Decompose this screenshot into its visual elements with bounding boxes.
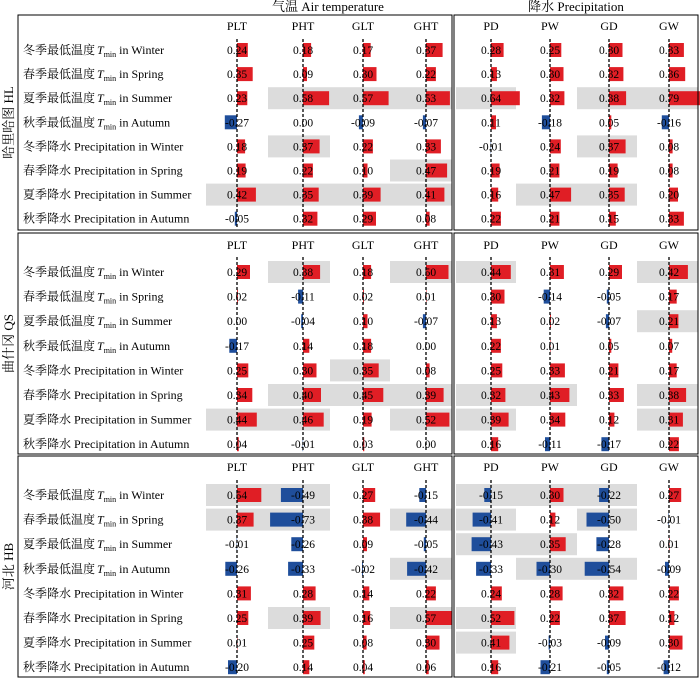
correlation-value: 0.22 bbox=[658, 439, 680, 452]
correlation-value: 0.21 bbox=[539, 165, 561, 178]
correlation-value: -0.05 bbox=[414, 539, 438, 552]
correlation-value: 0.33 bbox=[658, 45, 680, 57]
correlation-value: 0.02 bbox=[539, 316, 561, 329]
correlation-value: 0.30 bbox=[539, 69, 561, 82]
correlation-value: 0.16 bbox=[480, 189, 502, 202]
row-label: 春季降水 Precipitation in Spring bbox=[23, 163, 183, 178]
correlation-value: 0.05 bbox=[598, 117, 620, 130]
correlation-value: 0.12 bbox=[598, 414, 620, 427]
correlation-value: 0.21 bbox=[658, 316, 680, 329]
correlation-value: 0.08 bbox=[658, 165, 680, 178]
column-header: PHT bbox=[291, 238, 315, 252]
correlation-value: 0.17 bbox=[352, 45, 374, 57]
column-header: GLT bbox=[351, 460, 375, 474]
correlation-value: 0.31 bbox=[539, 267, 561, 279]
correlation-value: 0.39 bbox=[415, 390, 437, 402]
row-label: 夏季降水 Precipitation in Summer bbox=[23, 635, 192, 650]
group-label: 曲什冈 QS bbox=[0, 314, 16, 373]
correlation-value: 0.16 bbox=[480, 439, 502, 452]
correlation-value: 0.00 bbox=[292, 117, 314, 130]
correlation-value: 0.04 bbox=[226, 439, 248, 452]
correlation-value: 0.14 bbox=[292, 340, 314, 353]
correlation-value: 0.25 bbox=[226, 365, 248, 378]
correlation-value: 0.03 bbox=[352, 439, 374, 452]
correlation-value: -0.07 bbox=[414, 117, 438, 130]
correlation-value: 0.08 bbox=[415, 365, 437, 378]
correlation-value: -0.30 bbox=[538, 563, 562, 576]
correlation-value: 0.15 bbox=[598, 213, 620, 226]
correlation-value: 0.29 bbox=[352, 213, 374, 226]
correlation-value: -0.54 bbox=[597, 563, 621, 576]
correlation-value: 0.31 bbox=[226, 588, 248, 601]
row-label: 春季降水 Precipitation in Spring bbox=[23, 611, 183, 625]
correlation-value: 0.30 bbox=[415, 637, 437, 650]
correlation-value: 0.21 bbox=[539, 213, 561, 226]
row-label: 春季最低温度 $T_{min}$ in Spring bbox=[23, 289, 164, 306]
correlation-value: 0.32 bbox=[598, 69, 620, 82]
row-label: 夏季最低温度 $T_{min}$ in Summer bbox=[23, 537, 173, 554]
correlation-value: -0.17 bbox=[225, 340, 249, 353]
correlation-value: 0.42 bbox=[658, 267, 680, 279]
correlation-value: -0.07 bbox=[414, 316, 438, 329]
correlation-value: -0.22 bbox=[597, 490, 621, 502]
correlation-value: 0.57 bbox=[352, 93, 374, 106]
correlation-value: 0.12 bbox=[539, 514, 561, 527]
correlation-value: -0.14 bbox=[538, 291, 562, 304]
correlation-value: 0.25 bbox=[539, 45, 561, 57]
correlation-value: -0.26 bbox=[291, 539, 315, 552]
correlation-value: 0.47 bbox=[539, 189, 561, 202]
correlation-value: 0.29 bbox=[226, 267, 248, 279]
correlation-value: 0.38 bbox=[658, 390, 680, 402]
correlation-value: 0.41 bbox=[415, 189, 437, 202]
correlation-value: 0.38 bbox=[352, 514, 374, 527]
correlation-value: 0.19 bbox=[352, 414, 374, 427]
row-label: 夏季降水 Precipitation in Summer bbox=[23, 412, 192, 427]
correlation-value: 0.13 bbox=[480, 69, 502, 82]
row-label: 春季最低温度 $T_{min}$ in Spring bbox=[23, 512, 164, 529]
correlation-value: -0.01 bbox=[225, 539, 249, 552]
correlation-value: -0.09 bbox=[597, 637, 621, 650]
correlation-value: 0.18 bbox=[352, 340, 374, 353]
correlation-value: 0.22 bbox=[352, 141, 374, 154]
correlation-value: 0.35 bbox=[226, 69, 248, 82]
row-label: 冬季降水 Precipitation in Winter bbox=[23, 139, 184, 154]
correlation-value: 0.53 bbox=[415, 93, 437, 106]
row-label: 秋季最低温度 $T_{min}$ in Autumn bbox=[23, 561, 171, 578]
correlation-value: 0.04 bbox=[352, 662, 374, 675]
correlation-value: -0.27 bbox=[225, 117, 249, 130]
correlation-value: 0.52 bbox=[480, 613, 502, 625]
correlation-value: 0.08 bbox=[415, 213, 437, 226]
column-header: PD bbox=[483, 460, 499, 474]
correlation-value: 0.46 bbox=[292, 414, 314, 427]
correlation-value: 0.00 bbox=[226, 316, 248, 329]
correlation-value: 0.29 bbox=[598, 267, 620, 279]
correlation-value: 0.31 bbox=[658, 414, 680, 427]
correlation-value: 0.24 bbox=[539, 141, 561, 154]
correlation-value: 0.24 bbox=[226, 45, 248, 57]
correlation-value: 0.01 bbox=[539, 340, 561, 353]
correlation-value: 0.08 bbox=[352, 637, 374, 650]
correlation-value: 0.41 bbox=[480, 637, 502, 650]
correlation-value: 0.44 bbox=[480, 267, 502, 279]
correlation-value: 0.40 bbox=[292, 390, 314, 402]
correlation-value: -0.15 bbox=[479, 490, 503, 502]
correlation-value: 0.22 bbox=[415, 588, 437, 601]
correlation-value: 0.32 bbox=[480, 390, 502, 402]
correlation-value: 0.16 bbox=[352, 613, 374, 625]
correlation-value: 0.22 bbox=[480, 213, 502, 226]
column-header: GW bbox=[659, 460, 679, 474]
correlation-value: 0.58 bbox=[292, 93, 314, 106]
correlation-value: 0.19 bbox=[598, 165, 620, 178]
row-label: 春季降水 Precipitation in Spring bbox=[23, 388, 183, 402]
correlation-value: 0.22 bbox=[539, 613, 561, 625]
correlation-value: 0.28 bbox=[480, 45, 502, 57]
correlation-value: 0.64 bbox=[480, 93, 502, 106]
column-header: GW bbox=[659, 238, 679, 252]
correlation-value: 0.10 bbox=[352, 316, 374, 329]
correlation-value: 0.27 bbox=[352, 490, 374, 502]
column-header: PD bbox=[483, 19, 499, 33]
correlation-value: -0.20 bbox=[225, 662, 249, 675]
correlation-value: 0.22 bbox=[658, 588, 680, 601]
row-label: 夏季降水 Precipitation in Summer bbox=[23, 187, 192, 202]
correlation-value: -0.21 bbox=[538, 662, 562, 675]
correlation-value: 0.17 bbox=[658, 365, 680, 378]
correlation-value: 0.54 bbox=[226, 490, 248, 502]
correlation-value: 0.37 bbox=[292, 141, 314, 154]
column-header: GHT bbox=[413, 19, 439, 33]
correlation-value: -0.33 bbox=[291, 563, 315, 576]
row-label: 春季最低温度 $T_{min}$ in Spring bbox=[23, 67, 164, 84]
correlation-value: -0.43 bbox=[479, 539, 503, 552]
correlation-value: 0.79 bbox=[658, 93, 680, 106]
correlation-value: 0.32 bbox=[292, 213, 314, 226]
correlation-value: 0.33 bbox=[598, 390, 620, 402]
correlation-value: 0.35 bbox=[539, 539, 561, 552]
correlation-value: 0.44 bbox=[226, 414, 248, 427]
column-header: PLT bbox=[226, 460, 248, 474]
correlation-value: 0.30 bbox=[352, 69, 374, 82]
correlation-value: 0.37 bbox=[598, 613, 620, 625]
title-air-temperature: 气温 Air temperature bbox=[272, 0, 384, 14]
correlation-value: 0.50 bbox=[415, 267, 437, 279]
correlation-value: 0.39 bbox=[480, 414, 502, 427]
correlation-value: 0.06 bbox=[415, 662, 437, 675]
correlation-value: -0.16 bbox=[657, 117, 681, 130]
correlation-value: 0.36 bbox=[658, 69, 680, 82]
correlation-value: 0.30 bbox=[658, 637, 680, 650]
correlation-value: -0.05 bbox=[597, 662, 621, 675]
correlation-value: 0.42 bbox=[226, 189, 248, 202]
correlation-value: 0.33 bbox=[539, 365, 561, 378]
correlation-value: 0.18 bbox=[226, 141, 248, 154]
correlation-value: 0.22 bbox=[480, 340, 502, 353]
correlation-value: 0.10 bbox=[352, 165, 374, 178]
column-header: GD bbox=[600, 460, 618, 474]
correlation-value: -0.03 bbox=[538, 637, 562, 650]
row-label: 冬季降水 Precipitation in Winter bbox=[23, 586, 184, 601]
correlation-value: 0.20 bbox=[658, 189, 680, 202]
row-label: 秋季降水 Precipitation in Autumn bbox=[23, 437, 190, 452]
correlation-value: 0.37 bbox=[598, 141, 620, 154]
correlation-value: -0.33 bbox=[479, 563, 503, 576]
correlation-value: -0.17 bbox=[597, 439, 621, 452]
correlation-value: 0.18 bbox=[352, 267, 374, 279]
correlation-value: 0.37 bbox=[226, 514, 248, 527]
correlation-value: -0.28 bbox=[597, 539, 621, 552]
correlation-value: -0.49 bbox=[291, 490, 315, 502]
correlation-value: 0.28 bbox=[539, 588, 561, 601]
column-header: PLT bbox=[226, 19, 248, 33]
correlation-value: -0.09 bbox=[351, 117, 375, 130]
column-header: PD bbox=[483, 238, 499, 252]
correlation-value: -0.12 bbox=[657, 662, 681, 675]
row-label: 冬季最低温度 $T_{min}$ in Winter bbox=[23, 43, 165, 59]
correlation-value: 0.35 bbox=[352, 365, 374, 378]
correlation-value: 0.35 bbox=[292, 189, 314, 202]
correlation-value: -0.05 bbox=[225, 213, 249, 226]
column-header: GLT bbox=[351, 19, 375, 33]
correlation-value: -0.04 bbox=[291, 316, 315, 329]
correlation-value: 0.35 bbox=[598, 189, 620, 202]
correlation-value: 0.30 bbox=[598, 45, 620, 57]
correlation-value: 0.00 bbox=[415, 439, 437, 452]
correlation-value: 0.34 bbox=[539, 414, 561, 427]
correlation-value: 0.11 bbox=[481, 117, 501, 130]
correlation-value: -0.44 bbox=[414, 514, 438, 527]
column-header: PW bbox=[541, 238, 559, 252]
correlation-value: 0.19 bbox=[226, 165, 248, 178]
correlation-value: 0.47 bbox=[415, 165, 437, 178]
correlation-value: -0.01 bbox=[291, 439, 315, 452]
correlation-value: -0.42 bbox=[414, 563, 438, 576]
column-header: PHT bbox=[291, 460, 315, 474]
column-header: GD bbox=[600, 19, 618, 33]
correlation-value: 0.30 bbox=[292, 365, 314, 378]
correlation-value: -0.02 bbox=[351, 563, 375, 576]
correlation-value: 0.08 bbox=[658, 141, 680, 154]
row-label: 冬季最低温度 $T_{min}$ in Winter bbox=[23, 265, 165, 281]
correlation-value: 0.23 bbox=[226, 93, 248, 106]
column-header: GLT bbox=[351, 238, 375, 252]
group-label: 哈里哈图 HL bbox=[0, 86, 16, 159]
correlation-value: -0.15 bbox=[414, 490, 438, 502]
correlation-value: -0.18 bbox=[538, 117, 562, 130]
correlation-value: 0.30 bbox=[539, 490, 561, 502]
row-label: 秋季最低温度 $T_{min}$ in Autumn bbox=[23, 338, 171, 355]
correlation-value: 0.13 bbox=[480, 316, 502, 329]
correlation-value: 0.07 bbox=[658, 340, 680, 353]
correlation-value: 0.57 bbox=[415, 613, 437, 625]
correlation-value: 0.24 bbox=[480, 588, 502, 601]
column-header: PHT bbox=[291, 19, 315, 33]
correlation-value: 0.02 bbox=[226, 291, 248, 304]
correlation-value: -0.01 bbox=[657, 514, 681, 527]
correlation-value: 0.52 bbox=[415, 414, 437, 427]
title-precipitation: 降水 Precipitation bbox=[528, 0, 624, 14]
column-header: PLT bbox=[226, 238, 248, 252]
correlation-value: 0.25 bbox=[480, 365, 502, 378]
correlation-value: 0.45 bbox=[352, 390, 374, 402]
correlation-value: 0.30 bbox=[480, 291, 502, 304]
correlation-value: 0.14 bbox=[292, 662, 314, 675]
correlation-value: 0.37 bbox=[415, 45, 437, 57]
row-label: 秋季最低温度 $T_{min}$ in Autumn bbox=[23, 115, 171, 132]
correlation-value: -0.09 bbox=[657, 563, 681, 576]
correlation-value: 0.01 bbox=[415, 291, 437, 304]
row-label: 夏季最低温度 $T_{min}$ in Summer bbox=[23, 91, 173, 108]
correlation-value: 0.01 bbox=[658, 539, 680, 552]
row-label: 冬季降水 Precipitation in Winter bbox=[23, 363, 184, 378]
row-label: 秋季降水 Precipitation in Autumn bbox=[23, 211, 190, 226]
correlation-value: 0.28 bbox=[292, 588, 314, 601]
correlation-value: 0.05 bbox=[598, 340, 620, 353]
correlation-value: 0.14 bbox=[352, 588, 374, 601]
correlation-value: -0.26 bbox=[225, 563, 249, 576]
row-label: 秋季降水 Precipitation in Autumn bbox=[23, 660, 190, 675]
correlation-value: 0.09 bbox=[292, 69, 314, 82]
correlation-value: 0.16 bbox=[480, 662, 502, 675]
correlation-value: 0.19 bbox=[480, 165, 502, 178]
correlation-value: -0.05 bbox=[597, 291, 621, 304]
correlation-value: 0.33 bbox=[658, 213, 680, 226]
correlation-value: 0.38 bbox=[598, 93, 620, 106]
correlation-value: 0.43 bbox=[539, 390, 561, 402]
correlation-value: 0.12 bbox=[658, 613, 680, 625]
correlation-value: 0.33 bbox=[415, 141, 437, 154]
correlation-value: 0.25 bbox=[226, 613, 248, 625]
group-label: 河北 HB bbox=[0, 542, 16, 591]
correlation-value: 0.22 bbox=[415, 69, 437, 82]
row-label: 冬季最低温度 $T_{min}$ in Winter bbox=[23, 488, 165, 504]
correlation-value: 0.02 bbox=[352, 291, 374, 304]
correlation-value: 0.17 bbox=[658, 291, 680, 304]
correlation-value: -0.41 bbox=[479, 514, 503, 527]
correlation-value: 0.22 bbox=[292, 165, 314, 178]
correlation-value: -0.73 bbox=[291, 514, 315, 527]
column-header: PW bbox=[541, 460, 559, 474]
column-header: PW bbox=[541, 19, 559, 33]
correlation-value: 0.38 bbox=[292, 267, 314, 279]
correlation-value: 0.21 bbox=[598, 365, 620, 378]
correlation-value: 0.34 bbox=[226, 390, 248, 402]
correlation-value: 0.27 bbox=[658, 490, 680, 502]
column-header: GHT bbox=[413, 460, 439, 474]
row-label: 夏季最低温度 $T_{min}$ in Summer bbox=[23, 314, 173, 331]
correlation-value: -0.11 bbox=[538, 439, 562, 452]
correlation-value: 0.32 bbox=[598, 588, 620, 601]
correlation-value: 0.39 bbox=[292, 613, 314, 625]
correlation-value: -0.11 bbox=[291, 291, 315, 304]
column-header: GD bbox=[600, 238, 618, 252]
correlation-value: 0.18 bbox=[292, 45, 314, 57]
correlation-value: 0.09 bbox=[352, 539, 374, 552]
correlation-value: 0.25 bbox=[292, 637, 314, 650]
correlation-value: 0.39 bbox=[352, 189, 374, 202]
correlation-value: 0.00 bbox=[415, 340, 437, 353]
column-header: GHT bbox=[413, 238, 439, 252]
correlation-value: 0.32 bbox=[539, 93, 561, 106]
correlation-value: -0.07 bbox=[597, 316, 621, 329]
column-header: GW bbox=[659, 19, 679, 33]
correlation-value: -0.50 bbox=[597, 514, 621, 527]
correlation-value: -0.01 bbox=[479, 141, 503, 154]
correlation-value: 0.01 bbox=[226, 637, 248, 650]
